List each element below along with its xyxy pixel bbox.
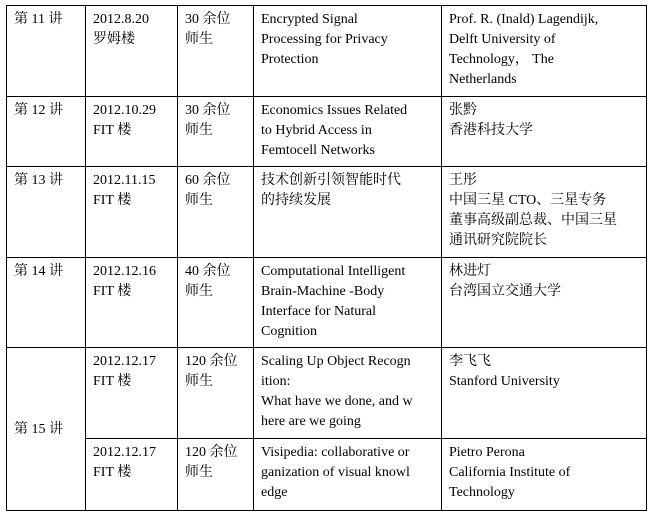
attendance-cell: 60 余位 师生 [178, 167, 254, 258]
table-row-lecture-15b [7, 439, 647, 511]
title-cell: 技术创新引领智能时代 的持续发展 [254, 167, 442, 258]
date-venue-cell: 2012.11.15 FIT 楼 [86, 167, 178, 258]
title-cell: Computational Intelligent Brain-Machine -Body Interface for Natural Cognition [254, 258, 442, 348]
date-venue-cell: 2012.12.17 FIT 楼 [86, 348, 178, 439]
date-venue-cell: 2012.8.20 罗姆楼 [86, 6, 178, 97]
title-cell: Scaling Up Object Recogn ition: What have we done, and w here are we going [254, 348, 442, 439]
attendance-cell: 120 余位 师生 [178, 439, 254, 511]
lecture-number-cell: 第 13 讲 [7, 167, 86, 258]
table-row-lecture-15a [7, 348, 647, 439]
speaker-cell: 李飞飞 Stanford University [442, 348, 647, 439]
speaker-cell: 林进灯 台湾国立交通大学 [442, 258, 647, 348]
speaker-cell: 王彤 中国三星 CTO、三星专务 董事高级副总裁、中国三星 通讯研究院院长 [442, 167, 647, 258]
attendance-cell: 120 余位 师生 [178, 348, 254, 439]
lecture-number-cell: 第 12 讲 [7, 97, 86, 167]
title-cell: Visipedia: collaborative or ganization of visual knowl edge [254, 439, 442, 511]
speaker-cell: Prof. R. (Inald) Lagendijk, Delft University of Technology， The Netherlands [442, 6, 647, 97]
speaker-cell: Pietro Perona California Institute of Technology [442, 439, 647, 511]
lecture-table [6, 5, 647, 511]
date-venue-cell: 2012.12.17 FIT 楼 [86, 439, 178, 511]
table-row-lecture-12 [7, 97, 647, 167]
table-row-lecture-14 [7, 258, 647, 348]
lecture-number-cell: 第 15 讲 [7, 348, 86, 511]
date-venue-cell: 2012.10.29 FIT 楼 [86, 97, 178, 167]
title-cell: Economics Issues Related to Hybrid Access in Femtocell Networks [254, 97, 442, 167]
table-row-lecture-11 [7, 6, 647, 97]
lecture-number-cell: 第 11 讲 [7, 6, 86, 97]
title-cell: Encrypted Signal Processing for Privacy Protection [254, 6, 442, 97]
attendance-cell: 30 余位 师生 [178, 6, 254, 97]
attendance-cell: 40 余位 师生 [178, 258, 254, 348]
attendance-cell: 30 余位 师生 [178, 97, 254, 167]
lecture-number-cell: 第 14 讲 [7, 258, 86, 348]
table-row-lecture-13 [7, 167, 647, 258]
speaker-cell: 张黔 香港科技大学 [442, 97, 647, 167]
date-venue-cell: 2012.12.16 FIT 楼 [86, 258, 178, 348]
